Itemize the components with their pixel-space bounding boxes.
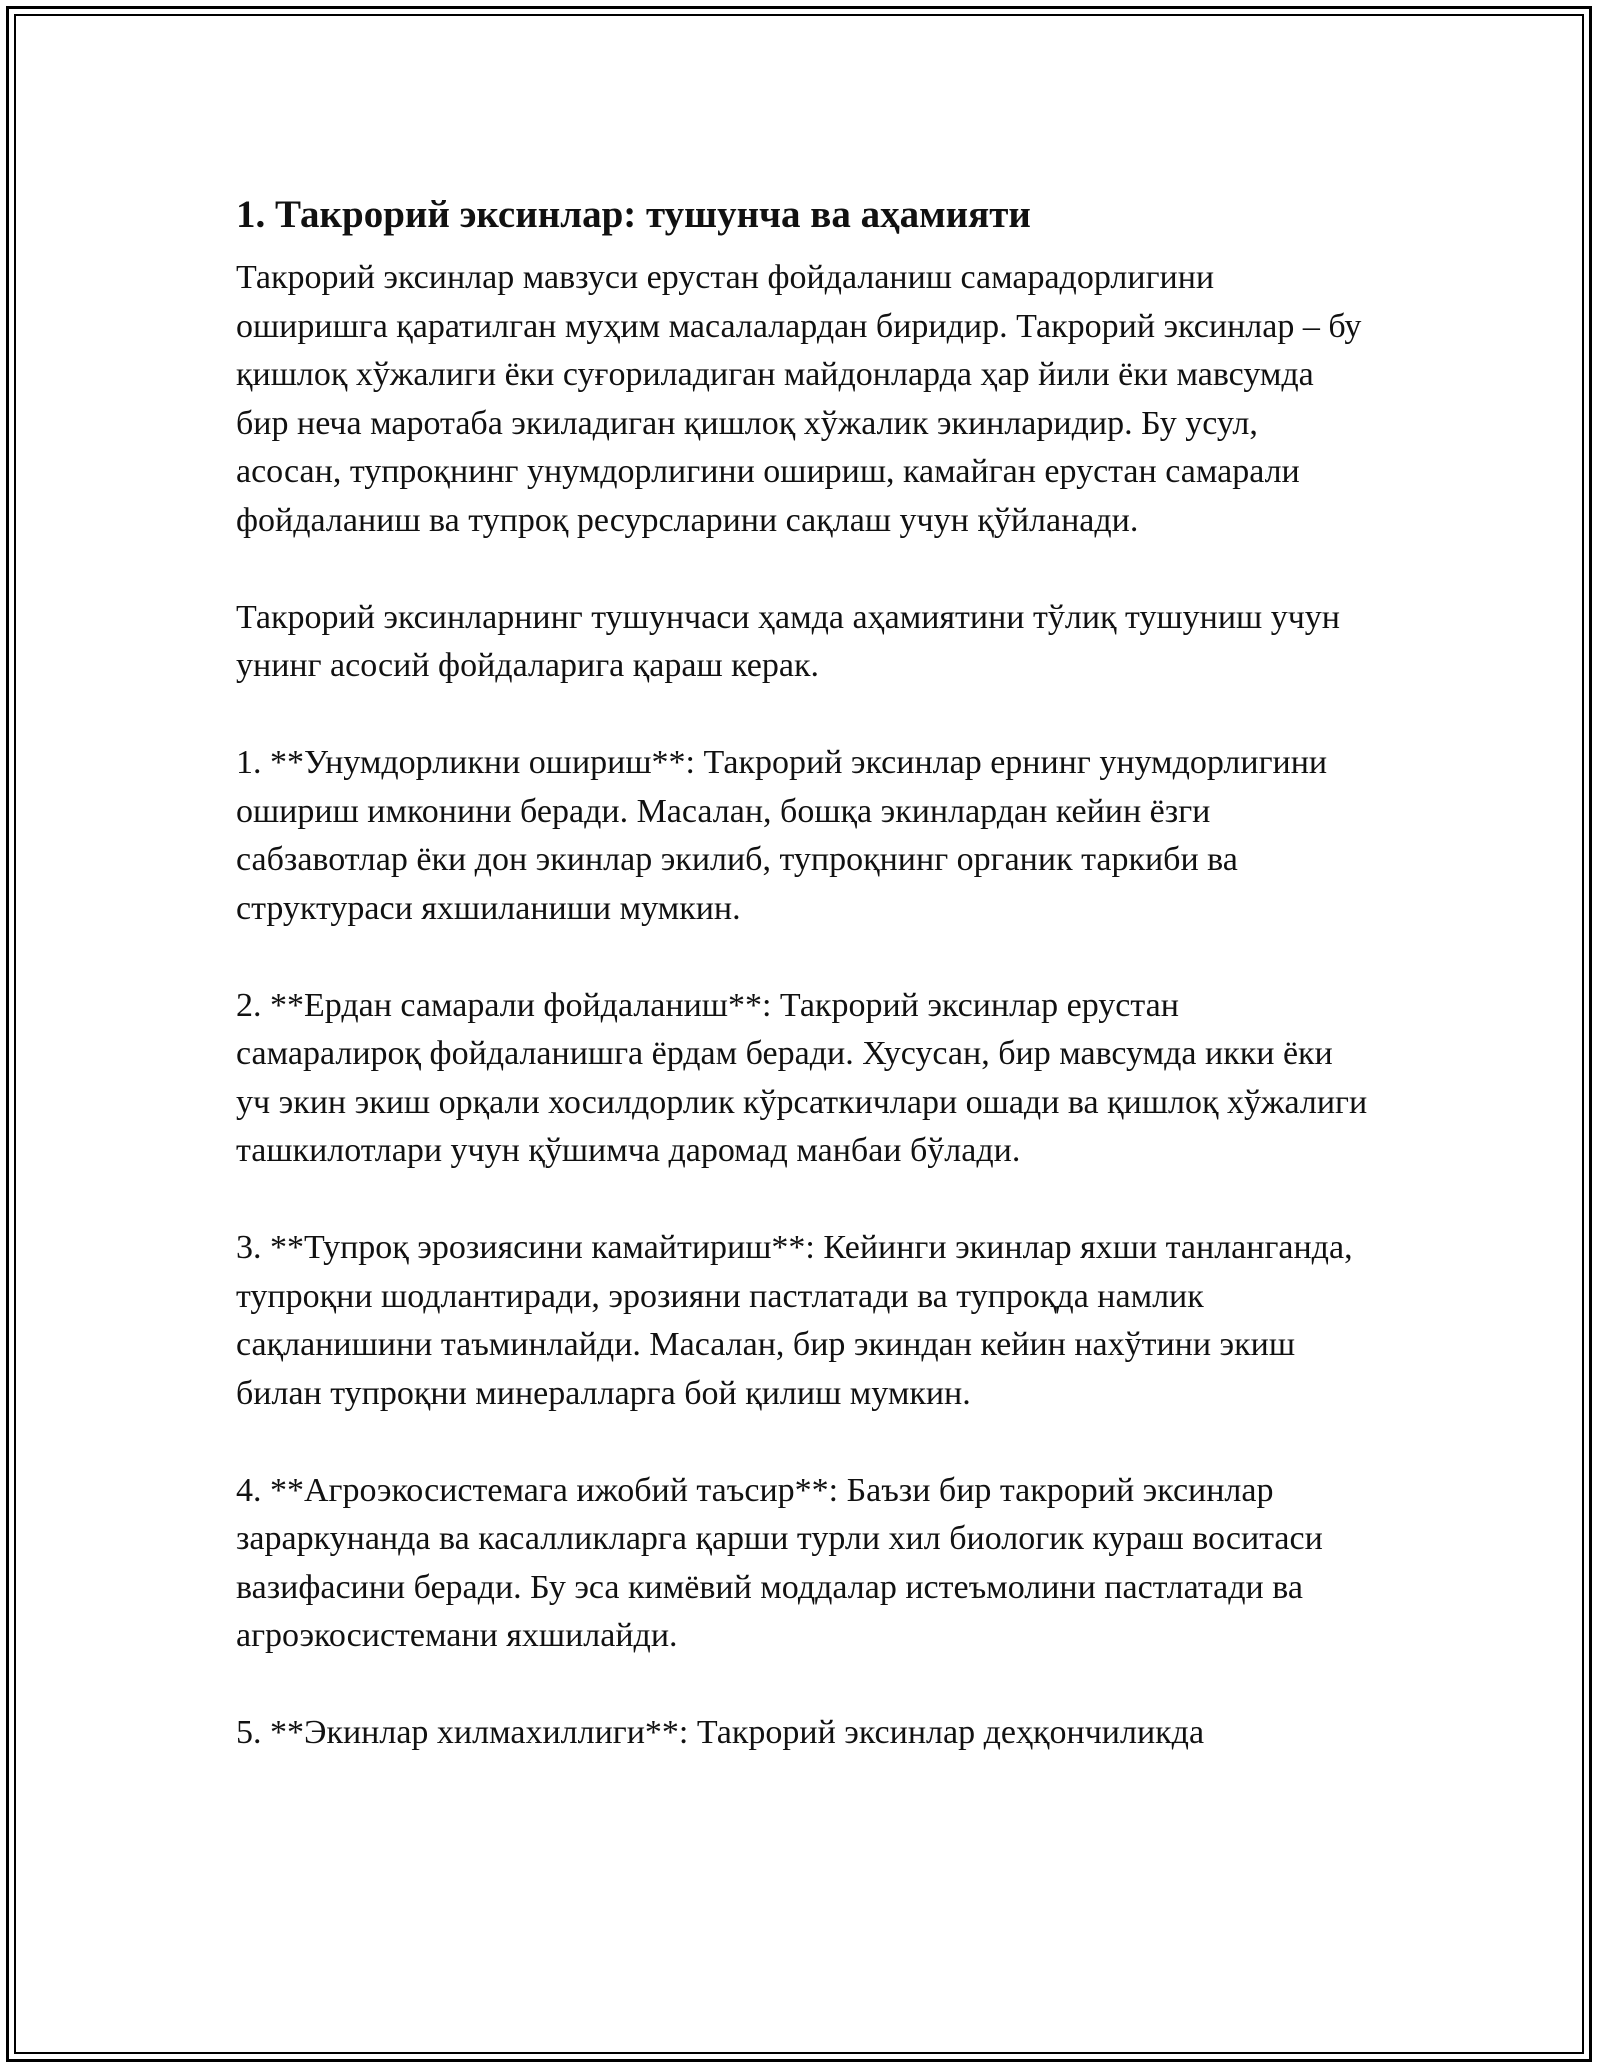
list-item-3: 3. **Тупроқ эрозиясини камайтириш**: Кейинги экинлар яхши танланганда, тупроқни шодлантиради, эрозияни пастлатади ва тупроқда намлик сақланишини таъминлайди. Масалан, бир экиндан кейин нахўтини экиш билан тупроқни минералларга бой қилиш мумкин. — [236, 1229, 1353, 1412]
list-item-5: 5. **Экинлар хилмахиллиги**: Такрорий эксинлар деҳқончиликда — [236, 1714, 1205, 1751]
section-heading: 1. Такрорий эксинлар: тушунча ва аҳамияти — [236, 193, 1031, 236]
list-item-4: 4. **Агроэкосистемага ижобий таъсир**: Баъзи бир такрорий эксинлар зараркунанда ва касалликларга қарши турли хил биологик кураш воситаси вазифасини беради. Бу эса кимёвий моддалар истеъмолини пастлатади ва агроэкосистемани яхшилайди. — [236, 1471, 1323, 1654]
list-item-1: 1. **Унумдорликни ошириш**: Такрорий эксинлар ернинг унумдорлигини ошириш имконини беради. Масалан, бошқа экинлардан кейин ёзги сабзавотлар ёки дон экинлар экилиб, тупроқнинг органик таркиби ва структураси яхшиланиши мумкин. — [236, 744, 1328, 927]
list-item-2: 2. **Ердан самарали фойдаланиш**: Такрорий эксинлар ерустан самаралироқ фойдаланишга ёрдам беради. Хусусан, бир мавсумда икки ёки уч экин экиш орқали хосилдорлик кўрсаткичлари ошади ва қишлоқ хўжалиги ташкилотлари учун қўшимча даромад манбаи бўлади. — [236, 986, 1368, 1169]
document-body — [236, 188, 1370, 1758]
paragraph-intro: Такрорий эксинлар мавзуси ерустан фойдаланиш самарадорлигини оширишга қаратилган муҳим масалалардан биридир. Такрорий эксинлар – бу қишлоқ хўжалиги ёки суғориладиган майдонларда ҳар йили ёки мавсумда бир неча маротаба экиладиган қишлоқ хўжалик экинларидир. Бу усул, асосан, тупроқнинг унумдорлигини ошириш, камайган ерустан самарали фойдаланиш ва тупроқ ресурсларини сақлаш учун қўйланади. — [236, 259, 1362, 539]
paragraph-benefits-lead: Такрорий эксинларнинг тушунчаси ҳамда аҳамиятини тўлиқ тушуниш учун унинг асосий фойдаларига қараш керак. — [236, 598, 1340, 684]
